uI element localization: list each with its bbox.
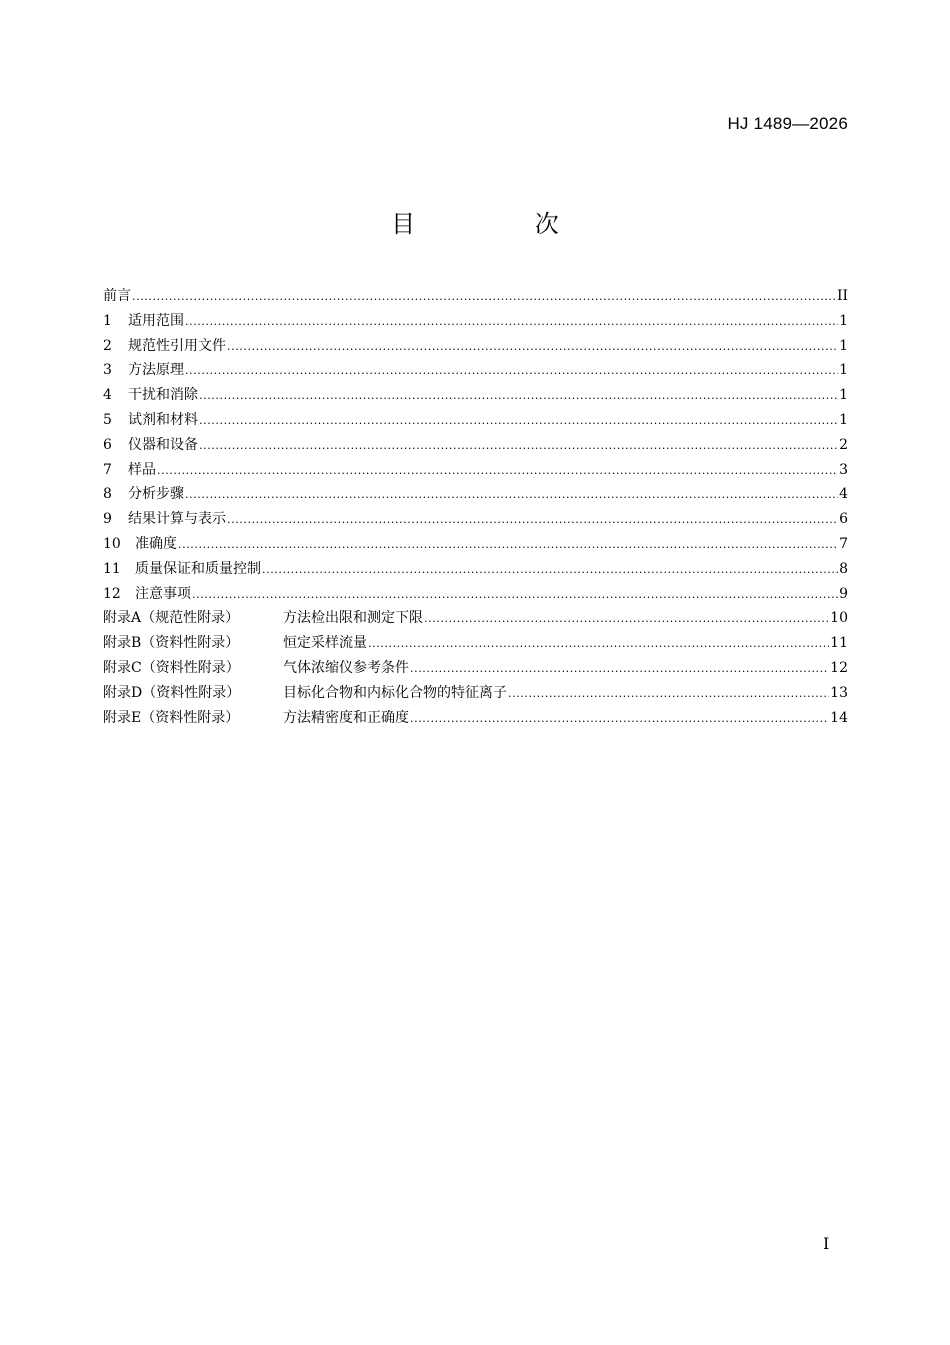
toc-leader-dots bbox=[199, 434, 838, 459]
toc-leader-dots bbox=[410, 707, 829, 732]
toc-entry-page: 10 bbox=[830, 610, 848, 627]
toc-leader-dots bbox=[192, 583, 838, 608]
toc-entry-title: 适用范围 bbox=[128, 312, 184, 329]
toc-entry-title: 结果计算与表示 bbox=[128, 511, 226, 528]
toc-entry-7[interactable] bbox=[103, 458, 848, 483]
toc-entry-number: 8 bbox=[103, 486, 112, 503]
toc-entry-title: 方法原理 bbox=[128, 362, 184, 379]
toc-entry-title: 分析步骤 bbox=[128, 486, 184, 503]
toc-entry-annex-e[interactable] bbox=[103, 706, 848, 731]
toc-annex-label: 附录E（资料性附录） bbox=[103, 709, 240, 726]
toc-entry-number: 9 bbox=[103, 511, 112, 528]
toc-entry-page: 4 bbox=[839, 486, 848, 503]
table-of-contents bbox=[103, 284, 848, 730]
toc-leader-dots bbox=[199, 409, 838, 434]
toc-entry-page: 9 bbox=[839, 585, 848, 602]
toc-entry-page: 1 bbox=[839, 387, 848, 404]
toc-entry-5[interactable] bbox=[103, 408, 848, 433]
toc-entry-page: 11 bbox=[830, 635, 848, 652]
toc-entry-page: II bbox=[836, 288, 848, 304]
toc-entry-page: 8 bbox=[839, 560, 848, 577]
toc-annex-label: 附录B（资料性附录） bbox=[103, 635, 240, 652]
toc-leader-dots bbox=[199, 384, 838, 409]
toc-entry-annex-a[interactable] bbox=[103, 606, 848, 631]
toc-entry-title: 恒定采样流量 bbox=[283, 635, 367, 652]
toc-entry-1[interactable] bbox=[103, 309, 848, 334]
toc-leader-dots bbox=[262, 558, 838, 583]
toc-entry-number: 1 bbox=[103, 312, 112, 329]
toc-leader-dots bbox=[227, 335, 838, 360]
toc-entry-3[interactable] bbox=[103, 358, 848, 383]
toc-entry-title: 样品 bbox=[128, 461, 156, 478]
toc-title: 目 次 bbox=[391, 210, 615, 238]
toc-entry-8[interactable] bbox=[103, 482, 848, 507]
toc-entry-title: 干扰和消除 bbox=[128, 387, 198, 404]
toc-entry-9[interactable] bbox=[103, 507, 848, 532]
toc-entry-title: 准确度 bbox=[135, 535, 177, 552]
toc-entry-page: 1 bbox=[839, 362, 848, 379]
toc-entry-page: 1 bbox=[839, 312, 848, 329]
toc-entry-title: 仪器和设备 bbox=[128, 436, 198, 453]
toc-entry-title: 规范性引用文件 bbox=[128, 337, 226, 354]
toc-leader-dots bbox=[185, 359, 838, 384]
toc-entry-number: 11 bbox=[103, 560, 121, 577]
toc-leader-dots bbox=[132, 285, 836, 310]
toc-entry-11[interactable] bbox=[103, 557, 848, 582]
toc-entry-number: 12 bbox=[103, 585, 121, 602]
toc-entry-12[interactable] bbox=[103, 582, 848, 607]
toc-entry-title: 前言 bbox=[103, 288, 131, 304]
toc-entry-2[interactable] bbox=[103, 334, 848, 359]
toc-entry-page: 12 bbox=[830, 659, 848, 676]
toc-entry-annex-d[interactable] bbox=[103, 681, 848, 706]
toc-leader-dots bbox=[368, 632, 829, 657]
toc-entry-page: 1 bbox=[839, 411, 848, 428]
toc-annex-label: 附录A（规范性附录） bbox=[103, 610, 240, 627]
toc-entry-number: 5 bbox=[103, 411, 112, 428]
toc-entry-annex-c[interactable] bbox=[103, 656, 848, 681]
toc-entry-title: 方法精密度和正确度 bbox=[283, 709, 409, 726]
toc-leader-dots bbox=[178, 533, 838, 558]
toc-annex-label: 附录C（资料性附录） bbox=[103, 659, 240, 676]
toc-entry-number: 2 bbox=[103, 337, 112, 354]
toc-entry-page: 14 bbox=[830, 709, 848, 726]
toc-entry-annex-b[interactable] bbox=[103, 631, 848, 656]
toc-annex-label: 附录D（资料性附录） bbox=[103, 684, 241, 701]
toc-entry-10[interactable] bbox=[103, 532, 848, 557]
toc-entry-page: 6 bbox=[839, 511, 848, 528]
toc-leader-dots bbox=[185, 310, 838, 335]
toc-entry-title: 注意事项 bbox=[135, 585, 191, 602]
toc-entry-page: 1 bbox=[839, 337, 848, 354]
toc-entry-number: 3 bbox=[103, 362, 112, 379]
toc-entry-title: 方法检出限和测定下限 bbox=[283, 610, 423, 627]
toc-entry-page: 13 bbox=[830, 684, 848, 701]
toc-entry-page: 2 bbox=[839, 436, 848, 453]
page-number: I bbox=[823, 1234, 830, 1253]
toc-entry-number: 10 bbox=[103, 535, 121, 552]
toc-entry-foreword[interactable] bbox=[103, 284, 848, 309]
toc-leader-dots bbox=[410, 657, 829, 682]
toc-entry-title: 质量保证和质量控制 bbox=[135, 560, 261, 577]
toc-entry-title: 试剂和材料 bbox=[128, 411, 198, 428]
toc-leader-dots bbox=[508, 682, 829, 707]
document-code: HJ 1489—2026 bbox=[727, 114, 848, 133]
toc-leader-dots bbox=[185, 483, 838, 508]
toc-entry-number: 6 bbox=[103, 436, 112, 453]
toc-entry-6[interactable] bbox=[103, 433, 848, 458]
toc-entry-page: 7 bbox=[839, 535, 848, 552]
toc-entry-title: 目标化合物和内标化合物的特征离子 bbox=[283, 684, 507, 701]
toc-leader-dots bbox=[157, 459, 838, 484]
toc-entry-4[interactable] bbox=[103, 383, 848, 408]
toc-entry-number: 7 bbox=[103, 461, 112, 478]
toc-entry-page: 3 bbox=[839, 461, 848, 478]
toc-entry-number: 4 bbox=[103, 387, 112, 404]
toc-entry-title: 气体浓缩仪参考条件 bbox=[283, 659, 409, 676]
toc-leader-dots bbox=[227, 508, 838, 533]
toc-leader-dots bbox=[424, 607, 829, 632]
